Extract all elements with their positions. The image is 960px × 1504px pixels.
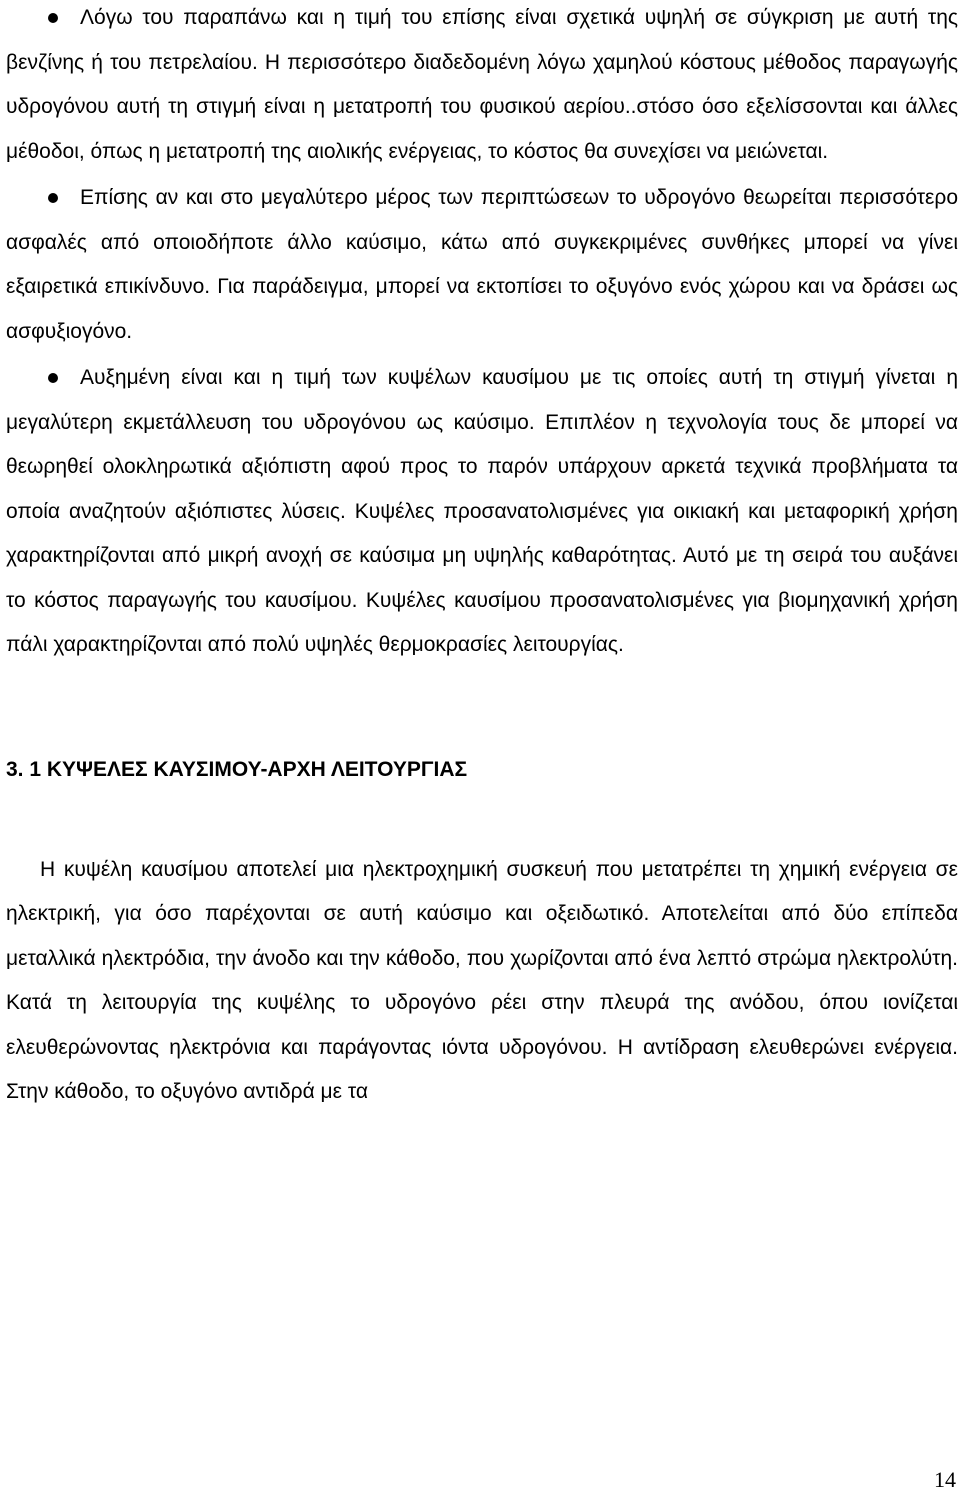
bullet-paragraph-cost-text: Λόγω του παραπάνω και η τιμή του επίσης είναι σχετικά υψηλή σε σύγκριση με αυτή της βενζίνης ή του πετρελαίου. Η περισσότερο διαδεδομένη λόγω χαμηλού κόστους μέθοδος παραγωγής υδρογόνου αυτή τη στιγμή είναι η μετατροπή του φυσικού αερίου..στόσο όσο εξελίσσονται και άλλες μέθοδοι, όπως η μετατροπή της αιολικής ενέργειας, το κόστος θα συνεχίσει να μειώνεται. (6, 6, 958, 163)
section-heading: 3. 1 ΚΥΨΕΛΕΣ ΚΑΥΣΙΜΟΥ-ΑΡΧΗ ΛΕΙΤΟΥΡΓΙΑΣ (6, 757, 468, 781)
bullet-paragraph-fuel-cells (6, 356, 958, 668)
bullet-paragraph-safety (6, 176, 958, 354)
bullet-paragraph-cost (6, 0, 958, 174)
document-page (6, 0, 958, 1504)
body-paragraph: Η κυψέλη καυσίμου αποτελεί μια ηλεκτροχημική συσκευή που μετατρέπει τη χημική ενέργεια σε ηλεκτρική, για όσο παρέχονται σε αυτή καύσιμο και οξειδωτικό. Αποτελείται από δύο επίπεδα μεταλλικά ηλεκτρόδια, την άνοδο και την κάθοδο, που χωρίζονται από ένα λεπτό στρώμα ηλεκτρολύτη. Κατά τη λειτουργία της κυψέλης το υδρογόνο ρέει στην πλευρά της ανόδου, όπου ιονίζεται ελευθερώνοντας ηλεκτρόνια και παράγοντας ιόντα υδρογόνου. Η αντίδραση ελευθερώνει ενέργεια. Στην κάθοδο, το οξυγόνο αντιδρά με τα (6, 857, 958, 1103)
bullet-icon (48, 193, 58, 203)
bullet-icon (48, 13, 58, 23)
bullet-paragraph-safety-text: Επίσης αν και στο μεγαλύτερο μέρος των περιπτώσεων το υδρογόνο θεωρείται περισσότερο ασφαλές από οποιοδήποτε άλλο καύσιμο, κάτω από συγκεκριμένες συνθήκες μπορεί να γίνει εξαιρετικά επικίνδυνο. Για παράδειγμα, μπορεί να εκτοπίσει το οξυγόνο ενός χώρου και να δράσει ως ασφυξιογόνο. (6, 186, 958, 343)
page-number: 14 (934, 1467, 956, 1492)
bullet-paragraph-fuel-cells-text: Αυξημένη είναι και η τιμή των κυψέλων καυσίμου με τις οποίες αυτή τη στιγμή γίνεται η μεγαλύτερη εκμετάλλευση του υδρογόνου ως καύσιμο. Επιπλέον η τεχνολογία τους δε μπορεί να θεωρηθεί ολοκληρωτικά αξιόπιστη αφού προς το παρόν υπάρχουν αρκετά τεχνικά προβλήματα τα οποία αναζητούν αξιόπιστες λύσεις. Κυψέλες προσανατολισμένες για οικιακή και μεταφορική χρήση χαρακτηρίζονται από μικρή ανοχή σε καύσιμα μη υψηλής καθαρότητας. Αυτό με τη σειρά του αυξάνει το κόστος παραγωγής του καυσίμου. Κυψέλες καυσίμου προσανατολισμένες για βιομηχανική χρήση πάλι χαρακτηρίζονται από πολύ υψηλές θερμοκρασίες λειτουργίας. (6, 366, 958, 656)
bullet-icon (48, 373, 58, 383)
